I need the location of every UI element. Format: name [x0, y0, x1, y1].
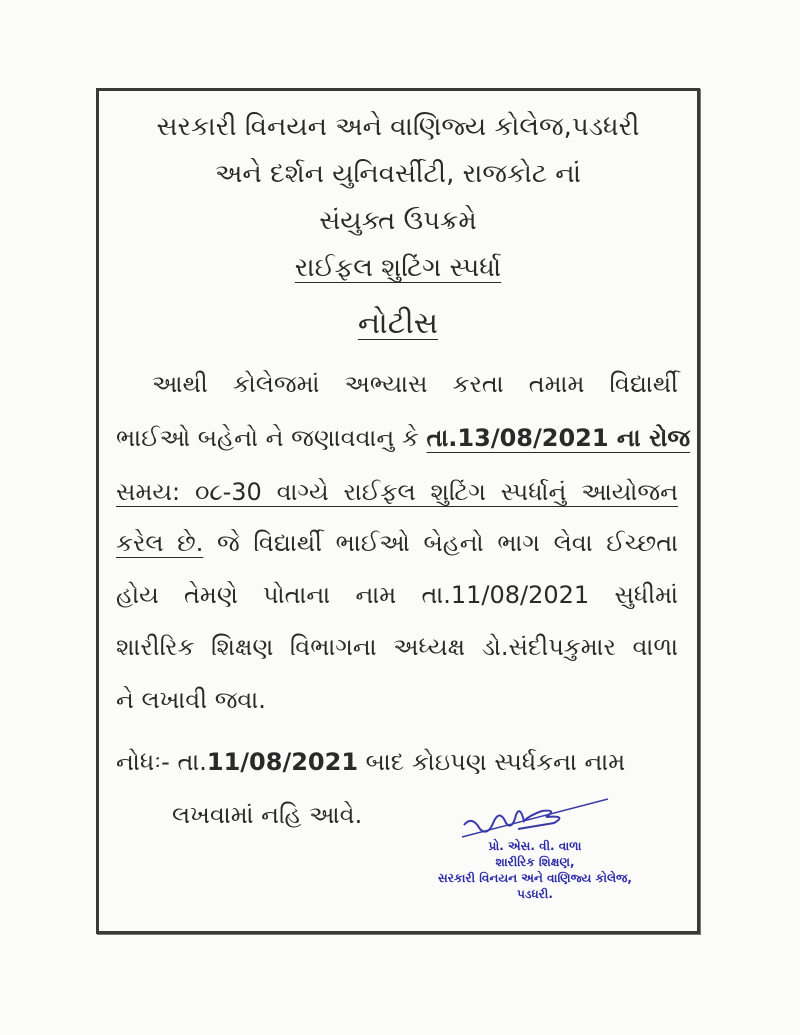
event-time: સમય: ૦૮-30 વાગ્યે રાઈફલ શુટિંગ સ્પર્ધાનું આયોજન	[116, 478, 678, 506]
body-line-7: ને લખાવી જવા.	[116, 686, 266, 714]
body-line-2a: ભાઈઓ બહેનો ને જણાવવાનુ કે	[116, 424, 419, 452]
body-line-1: આથી કોલેજમાં અભ્યાસ કરતા તમામ વિદ્યાર્થી	[152, 370, 678, 398]
body-line-4a: કરેલ છે.	[116, 529, 204, 557]
notice-title-text: નોટીસ	[357, 306, 439, 341]
official-stamp	[420, 838, 650, 902]
header-university: અને દર્શન યુનિવર્સીટી, રાજકોટ નાં	[214, 159, 581, 189]
header-college: સરકારી વિનયન અને વાણિજ્ય કોલેજ,પડધરી	[156, 112, 640, 142]
stamp-role: શારીરિક શિક્ષણ,	[495, 855, 575, 869]
notice-title	[96, 308, 700, 340]
note-text: બાદ કોઇપણ સ્પર્ધકના નામ	[365, 748, 626, 776]
event-title	[96, 252, 700, 284]
note-line-1	[116, 746, 678, 778]
note-line-2: લખવામાં નહિ આવે.	[172, 801, 363, 829]
header-joint: સંયુક્ત ઉપક્રમે	[319, 206, 477, 236]
deadline-date: 11/08/2021	[206, 748, 359, 776]
stamp-name: પ્રો. એસ. વી. વાળા	[488, 839, 582, 853]
signature	[458, 785, 618, 845]
body-line-2	[116, 422, 691, 454]
body-line-4	[116, 527, 678, 559]
stamp-place: પડધરી.	[517, 887, 553, 901]
body-line-5: હોય તેમણે પોતાના નામ તા.11/08/2021 સુધીમાં	[116, 581, 678, 609]
stamp-college: સરકારી વિનયન અને વાણિજ્ય કોલેજ,	[438, 871, 632, 885]
note-label: નોધઃ- તા.	[116, 748, 207, 776]
body-line-4b: જે વિદ્યાર્થી ભાઈઓ બેહનો ભાગ લેવા ઈચ્છતા	[217, 529, 679, 557]
event-date: તા.13/08/2021 ના રોજ	[426, 424, 691, 452]
body-line-6: શારીરિક શિક્ષણ વિભાગના અધ્યક્ષ ડો.સંદીપકુમાર વાળા	[116, 633, 678, 661]
event-title-text: રાઈફલ શુટિંગ સ્પર્ધા	[294, 253, 502, 283]
